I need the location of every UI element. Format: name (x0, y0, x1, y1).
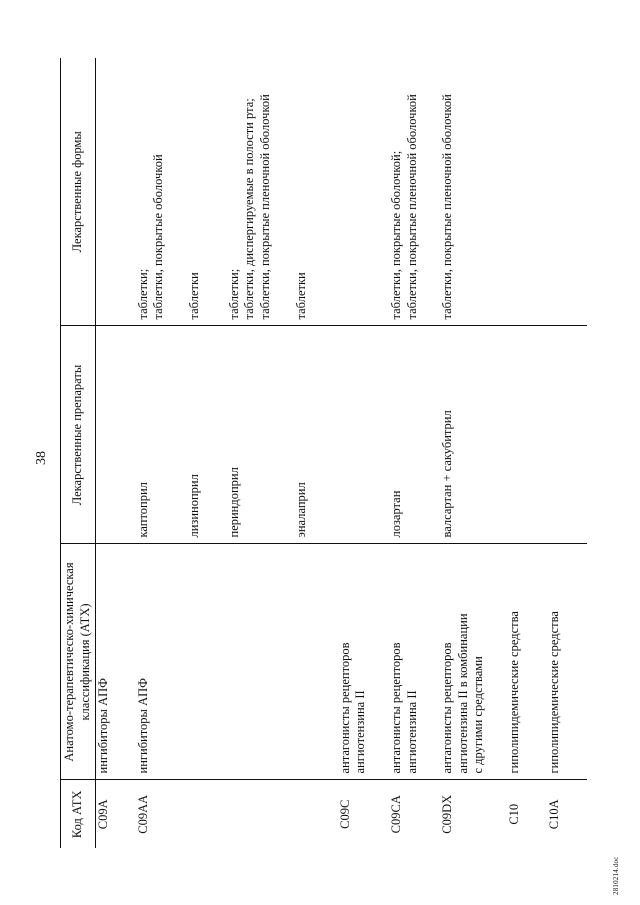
cell-code (389, 780, 420, 848)
cell-code (507, 780, 527, 848)
row-spacer (116, 58, 136, 848)
header-forms: Лекарственные формы (61, 58, 96, 326)
cell-atc (96, 544, 116, 780)
cell-atc-text: антагонисты рецепторов ангиотензина II в комбинации с другими средствами (440, 613, 486, 774)
table-row (136, 58, 167, 848)
table-row (507, 58, 527, 848)
spacer-cell (116, 58, 136, 326)
spacer-cell (567, 780, 587, 848)
spacer-cell (116, 780, 136, 848)
cell-atc (227, 544, 274, 780)
cell-forms (547, 58, 567, 326)
cell-forms (187, 58, 207, 326)
cell-code-text: C09AA (135, 794, 150, 834)
cell-forms-text: таблетки (293, 272, 308, 320)
spacer-cell (207, 544, 227, 780)
cell-drug-text: периндоприл (226, 467, 241, 538)
table-row (294, 58, 314, 848)
row-spacer (420, 58, 440, 848)
cell-drug (507, 326, 527, 544)
spacer-cell (487, 780, 507, 848)
spacer-cell (274, 780, 294, 848)
cell-atc (389, 544, 420, 780)
cell-code (96, 780, 116, 848)
cell-atc (338, 544, 369, 780)
cell-code (338, 780, 369, 848)
table-row (187, 58, 207, 848)
cell-code-text: C09A (96, 799, 110, 830)
header-code: Код АТХ (61, 780, 96, 848)
table-row (227, 58, 274, 848)
spacer-cell (314, 544, 338, 780)
cell-drug-text: лозартан (388, 490, 403, 538)
cell-code-text: C10 (507, 803, 521, 825)
spacer-cell (420, 58, 440, 326)
cell-code (227, 780, 274, 848)
cell-code-text: C09DX (440, 794, 455, 834)
spacer-cell (167, 326, 187, 544)
spacer-cell (527, 780, 547, 848)
spacer-cell (369, 58, 389, 326)
cell-drug (96, 326, 116, 544)
cell-code (440, 780, 487, 848)
cell-atc (440, 544, 487, 780)
cell-forms-text: таблетки (186, 272, 201, 320)
cell-drug (227, 326, 274, 544)
spacer-cell (274, 544, 294, 780)
spacer-cell (567, 58, 587, 326)
cell-forms (227, 58, 274, 326)
cell-code-text: C09C (337, 799, 352, 829)
table-header-row (61, 58, 96, 848)
spacer-cell (167, 780, 187, 848)
cell-code (547, 780, 567, 848)
cell-forms-text: таблетки, покрытые оболочкой; таблетки, покрытые пленочной оболочкой (388, 94, 419, 320)
row-spacer (314, 58, 338, 848)
cell-atc-text: гиполипидемические средства (547, 611, 561, 774)
cell-forms (507, 58, 527, 326)
cell-atc (136, 544, 167, 780)
cell-drug-text: валсартан + сакубитрил (440, 410, 455, 538)
spacer-cell (167, 58, 187, 326)
cell-forms-text: таблетки; таблетки, покрытые оболочкой (135, 154, 166, 320)
cell-forms (389, 58, 420, 326)
spacer-cell (527, 58, 547, 326)
cell-atc (294, 544, 314, 780)
row-spacer (369, 58, 389, 848)
cell-drug (136, 326, 167, 544)
cell-code (136, 780, 167, 848)
spacer-cell (527, 326, 547, 544)
table-row (338, 58, 369, 848)
spacer-cell (527, 544, 547, 780)
cell-atc-text: антагонисты рецепторов ангиотензина II (388, 642, 419, 774)
cell-atc-text: ингибиторы АПФ (96, 678, 110, 774)
spacer-cell (487, 58, 507, 326)
table-row (96, 58, 116, 848)
page-number: 38 (34, 451, 49, 465)
spacer-cell (567, 326, 587, 544)
header-drugs: Лекарственные препараты (61, 326, 96, 544)
cell-atc-text: антагонисты рецепторов ангиотензина II (337, 642, 368, 774)
table-row (389, 58, 420, 848)
spacer-cell (487, 326, 507, 544)
spacer-cell (487, 544, 507, 780)
spacer-cell (314, 326, 338, 544)
cell-forms-text: таблетки; таблетки, диспергируемые в полости рта; таблетки, покрытые пленочной оболочкой (226, 94, 272, 320)
spacer-cell (420, 544, 440, 780)
cell-atc (507, 544, 527, 780)
drug-table (60, 58, 587, 848)
header-atc: Анатомо-терапевтическо-химическая классификация (АТХ) (61, 544, 96, 780)
cell-drug-text: каптоприл (135, 482, 150, 538)
file-note: 2810214.doc (612, 856, 620, 895)
cell-drug-text: лизиноприл (186, 474, 201, 538)
row-spacer (207, 58, 227, 848)
cell-code (187, 780, 207, 848)
cell-drug (547, 326, 567, 544)
spacer-cell (420, 780, 440, 848)
spacer-cell (314, 58, 338, 326)
spacer-cell (369, 780, 389, 848)
cell-forms (294, 58, 314, 326)
cell-drug-text: эналаприл (293, 482, 308, 538)
row-spacer (274, 58, 294, 848)
spacer-cell (207, 780, 227, 848)
cell-code (294, 780, 314, 848)
spacer-cell (369, 544, 389, 780)
spacer-cell (314, 780, 338, 848)
cell-code-text: C10A (547, 799, 561, 830)
spacer-cell (116, 544, 136, 780)
spacer-cell (207, 58, 227, 326)
cell-atc (187, 544, 207, 780)
row-spacer (487, 58, 507, 848)
cell-drug (294, 326, 314, 544)
row-spacer (527, 58, 547, 848)
cell-atc-text: ингибиторы АПФ (135, 678, 150, 774)
cell-forms (136, 58, 167, 326)
cell-atc (547, 544, 567, 780)
spacer-cell (567, 544, 587, 780)
spacer-cell (274, 326, 294, 544)
cell-drug (338, 326, 369, 544)
spacer-cell (207, 326, 227, 544)
spacer-cell (274, 58, 294, 326)
table-row (440, 58, 487, 848)
cell-drug (187, 326, 207, 544)
cell-forms (440, 58, 487, 326)
cell-forms (338, 58, 369, 326)
spacer-cell (369, 326, 389, 544)
cell-atc-text: гиполипидемические средства (507, 611, 521, 774)
table-row (547, 58, 567, 848)
spacer-cell (167, 544, 187, 780)
spacer-cell (116, 326, 136, 544)
row-spacer (567, 58, 587, 848)
cell-drug (440, 326, 487, 544)
cell-forms-text: таблетки, покрытые пленочной оболочкой (440, 94, 455, 320)
spacer-cell (420, 326, 440, 544)
row-spacer (167, 58, 187, 848)
table-body (96, 58, 588, 848)
cell-forms (96, 58, 116, 326)
cell-code-text: C09CA (388, 795, 403, 834)
cell-drug (389, 326, 420, 544)
